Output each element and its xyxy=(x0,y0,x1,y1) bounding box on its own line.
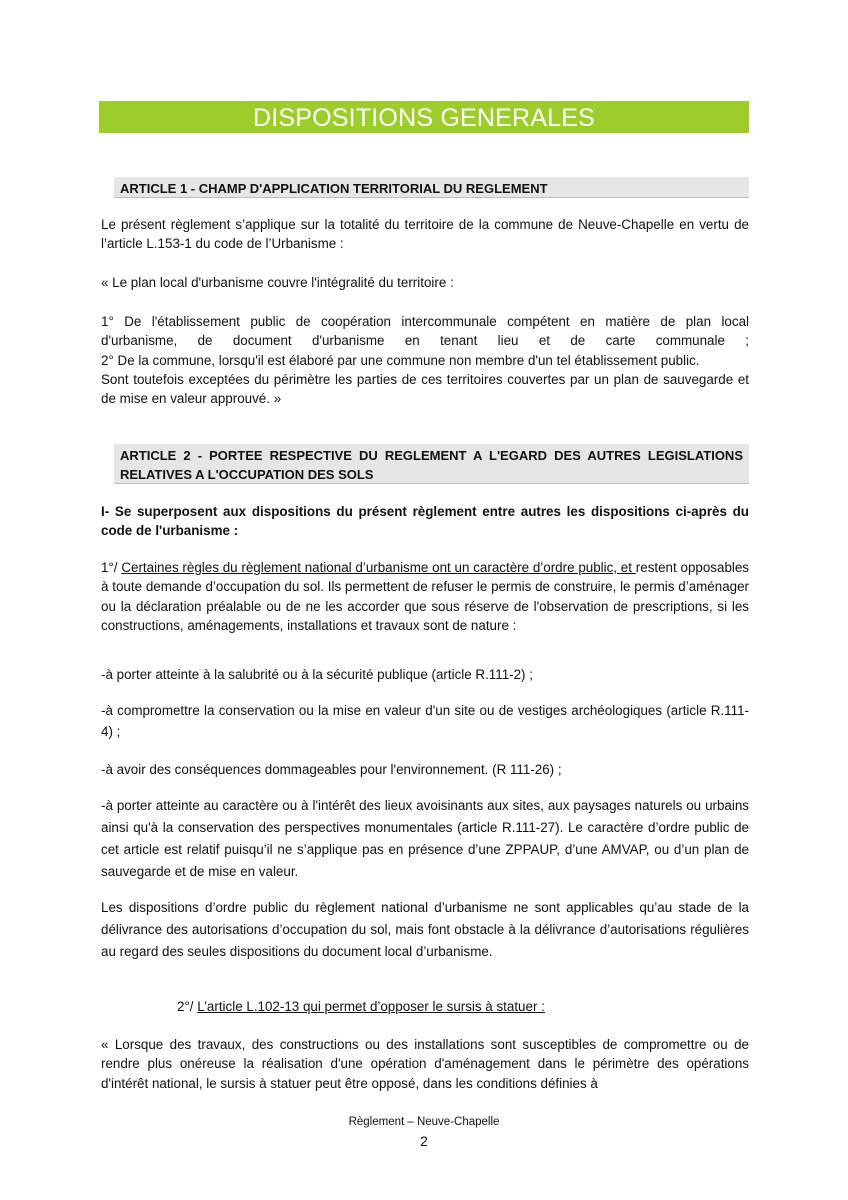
sursis-paragraph: « Lorsque des travaux, des constructions ou des installations sont susceptibles de compromettre ou de rendre plus onéreuse la réalisation d'une opération d'aménagement dans le périmètre des opérations d'intérêt national, le sursis à statuer peut être opposé, dans les conditions définies à xyxy=(101,1037,749,1091)
bullet-archeologie: -à compromettre la conservation ou la mise en valeur d'un site ou de vestiges archéologiques (article R.111-4) ; xyxy=(101,703,749,739)
quote-opening: « Le plan local d'urbanisme couvre l'intégralité du territoire : xyxy=(101,275,454,290)
point-2-prefix: 2°/ xyxy=(177,999,198,1014)
territory-list xyxy=(101,312,749,408)
point-2-underlined: L’article L.102-13 qui permet d’opposer le sursis à statuer : xyxy=(197,999,545,1014)
exception-text: Sont toutefois exceptées du périmètre les parties de ces territoires couvertes par un plan de sauvegarde et de mise en valeur approuvé. » xyxy=(101,371,749,407)
list-item-2: 2° De la commune, lorsqu'il est élaboré par une commune non membre d'un tel établissement public. xyxy=(101,352,700,368)
bullet-salubrite: -à porter atteinte à la salubrité ou à la sécurité publique (article R.111-2) ; xyxy=(101,667,533,682)
point-1-paragraph xyxy=(101,558,749,635)
bullet-environnement: -à avoir des conséquences dommageables pour l'environnement. (R 111-26) ; xyxy=(101,762,562,777)
point-1-underlined: Certaines règles du règlement national d’urbanisme ont un caractère d’ordre public, et xyxy=(121,560,636,575)
point-1-prefix: 1°/ xyxy=(101,560,122,575)
section-banner-title: DISPOSITIONS GENERALES xyxy=(99,101,749,133)
dispositions-paragraph: Les dispositions d’ordre public du règlement national d’urbanisme ne sont applicables qu’au stade de la délivrance des autorisations d’occupation du sol, mais font obstacle à la délivrance d’autorisations régulières au regard des seules dispositions du document local d’urbanisme. xyxy=(101,900,749,959)
bullet-paysages: -à porter atteinte au caractère ou à l'intérêt des lieux avoisinants aux sites, aux paysages naturels ou urbains ainsi qu'à la conservation des perspectives monumentales (article R.111-27). Le caractère d’ordre public de cet article est relatif puisqu’il ne s’applique pas en présence d’une ZPPAUP, d’une AMVAP, ou d’un plan de sauvegarde et de mise en valeur. xyxy=(101,798,749,879)
point-1-rest: restent opposables à toute demande d’occupation du sol. Ils permettent de refuser le permis de construire, le permis d’aménager ou la déclaration préalable ou de ne les accorder que sous réserve de l'observation de prescriptions, si les constructions, aménagements, installations et travaux sont de nature : xyxy=(101,560,750,633)
footer-document-title: Règlement – Neuve-Chapelle xyxy=(348,1116,500,1128)
point-2-heading xyxy=(177,997,737,1016)
article-1-intro: Le présent règlement s’applique sur la totalité du territoire de la commune de Neuve-Chapelle en vertu de l’article L.153-1 du code de l’Urbanisme : xyxy=(101,217,749,252)
section-1-title: I- Se superposent aux dispositions du présent règlement entre autres les dispositions ci-après du code de l'urbanisme : xyxy=(101,504,749,539)
list-item-1-line-2: d'urbanisme, de document d'urbanisme en tenant lieu et de carte communale ; xyxy=(101,333,749,349)
article-1-heading: ARTICLE 1 - CHAMP D'APPLICATION TERRITORIAL DU REGLEMENT xyxy=(114,177,749,198)
list-item-1-line-1: 1° De l'établissement public de coopération intercommunale compétent en matière de plan local xyxy=(101,314,749,329)
article-2-heading: ARTICLE 2 - PORTEE RESPECTIVE DU REGLEMENT A L'EGARD DES AUTRES LEGISLATIONS RELATIVES A L'OCCUPATION DES SOLS xyxy=(114,444,749,484)
footer-page-number: 2 xyxy=(420,1133,428,1149)
